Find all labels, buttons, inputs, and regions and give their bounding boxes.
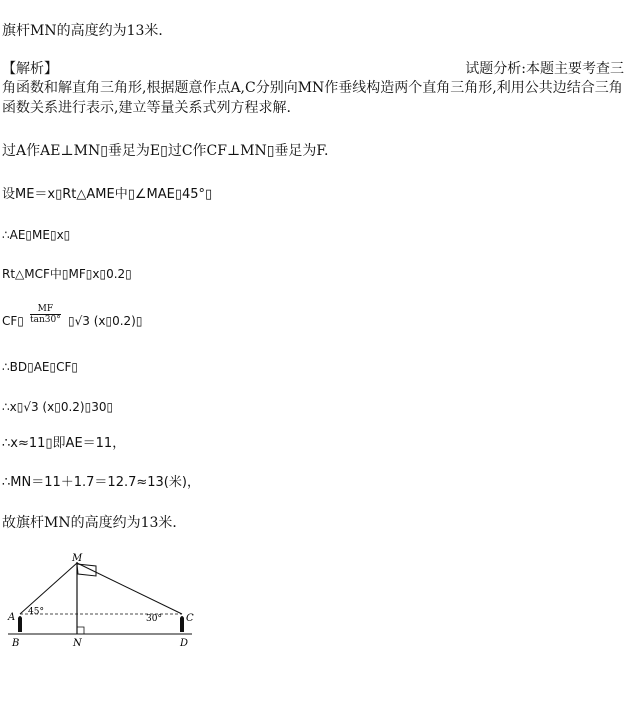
label-angle-30: 30° — [146, 614, 162, 624]
conclusion: 故旗杆MN的高度约为13米． — [2, 515, 187, 531]
label-n: N — [73, 638, 82, 649]
fraction-numerator: MF — [30, 304, 61, 315]
observer-a-icon — [18, 616, 22, 632]
step-let-x: 设ME＝x▯Rt△AME中▯∠MAE▯45°▯ — [2, 187, 213, 202]
analysis-label: 【解析】 — [2, 61, 58, 77]
analysis-intro: 试题分析:本题主要考查三 — [465, 61, 624, 77]
flag-icon — [77, 564, 96, 576]
observer-c-icon — [180, 616, 184, 632]
fraction-denominator: tan30° — [30, 315, 61, 325]
label-c: C — [186, 613, 194, 624]
step-mf: Rt△MCF中▯MF▯x▯0.2▯ — [2, 267, 132, 281]
step-equation: ∴x▯√3 (x▯0.2)▯30▯ — [2, 400, 114, 414]
label-angle-45: 45° — [28, 607, 44, 617]
geometry-diagram — [0, 552, 200, 652]
step-solve: ∴x≈11▯即AE＝11， — [2, 436, 126, 451]
tan-fraction — [30, 304, 61, 325]
step-perpendiculars: 过A作AE⊥MN▯垂足为E▯过C作CF⊥MN▯垂足为F. — [2, 143, 329, 159]
sight-line-c — [77, 563, 182, 614]
label-b: B — [12, 638, 20, 649]
answer-line: 旗杆MN的高度约为13米． — [2, 23, 173, 39]
label-d: D — [180, 638, 189, 649]
step-cf-label: CF▯ — [2, 314, 24, 328]
step-ae-eq-me: ∴AE▯ME▯x▯ — [2, 228, 71, 242]
analysis-text: 角函数和解直角三角形,根据题意作点A,C分别向MN作垂线构造两个直角三角形,利用公共边结合三角函数关系进行表示,建立等量关系式列方程求解. — [2, 80, 623, 116]
step-cf-value: ▯√3 (x▯0.2)▯ — [68, 314, 143, 328]
right-angle-mark — [77, 627, 84, 634]
label-m: M — [72, 553, 83, 564]
label-a: A — [8, 612, 16, 623]
step-mn: ∴MN＝11＋1.7＝12.7≈13(米)， — [2, 475, 200, 490]
step-bd: ∴BD▯AE▯CF▯ — [2, 360, 78, 374]
